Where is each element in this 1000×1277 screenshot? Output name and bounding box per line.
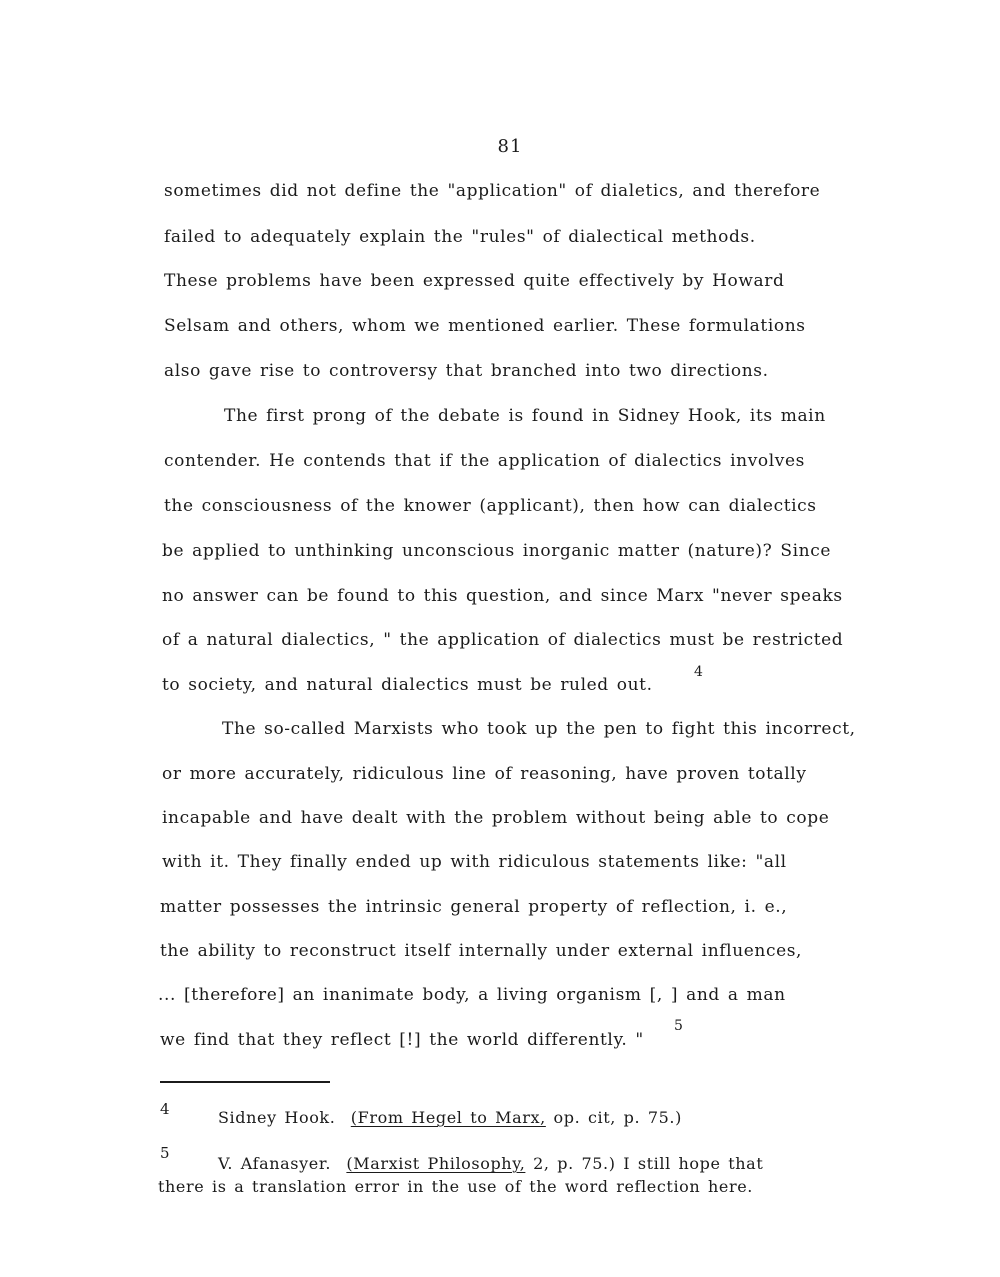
body-line: we find that they reflect [!] the world differently. " (160, 1030, 644, 1050)
body-line: Selsam and others, whom we mentioned earlier. These formulations (164, 316, 806, 336)
footnote-reference: 5 (674, 1018, 683, 1034)
body-line: no answer can be found to this question, and since Marx "never speaks (162, 586, 843, 606)
footnote-text (218, 1154, 763, 1174)
body-line: also gave rise to controversy that branched into two directions. (164, 361, 769, 381)
body-line: the ability to reconstruct itself internally under external influences, (160, 941, 803, 961)
footnote-divider (160, 1081, 330, 1083)
footnote-source-title: (Marxist Philosophy, (346, 1154, 526, 1173)
body-line: The first prong of the debate is found in Sidney Hook, its main (224, 406, 826, 426)
body-line: sometimes did not define the "application" of dialetics, and therefore (164, 181, 821, 201)
body-line: be applied to unthinking unconscious inorganic matter (nature)? Since (162, 541, 832, 561)
body-line: contender. He contends that if the application of dialectics involves (164, 451, 805, 471)
footnote-source-title: (From Hegel to Marx, (350, 1108, 546, 1127)
footnote-text-continued: there is a translation error in the use of the word reflection here. (158, 1177, 753, 1196)
body-line: incapable and have dealt with the problem without being able to cope (162, 808, 830, 828)
footnote-author: Sidney Hook. (218, 1108, 336, 1127)
body-line: the consciousness of the knower (applicant), then how can dialectics (164, 496, 817, 516)
body-line: matter possesses the intrinsic general property of reflection, i. e., (160, 897, 788, 917)
footnote-number: 4 (160, 1100, 170, 1118)
footnote-text (218, 1108, 682, 1128)
body-line: with it. They finally ended up with ridiculous statements like: "all (162, 852, 787, 872)
footnote-number: 5 (160, 1144, 170, 1162)
body-line: to society, and natural dialectics must be ruled out. (162, 675, 653, 695)
body-line: or more accurately, ridiculous line of reasoning, have proven totally (162, 764, 807, 784)
body-line: These problems have been expressed quite effectively by Howard (164, 271, 785, 291)
body-line: failed to adequately explain the "rules" of dialectical methods. (164, 227, 756, 247)
footnote-citation: 2, p. 75.) I still hope that (533, 1154, 764, 1173)
page-number: 81 (497, 136, 523, 157)
footnote-author: V. Afanasyer. (218, 1154, 332, 1173)
footnote-citation: op. cit, p. 75.) (553, 1108, 682, 1127)
body-line: The so-called Marxists who took up the pen to fight this incorrect, (222, 719, 856, 739)
body-line: ... [therefore] an inanimate body, a living organism [, ] and a man (158, 985, 786, 1005)
footnote-reference: 4 (694, 664, 703, 680)
body-line: of a natural dialectics, " the application of dialectics must be restricted (162, 630, 844, 650)
